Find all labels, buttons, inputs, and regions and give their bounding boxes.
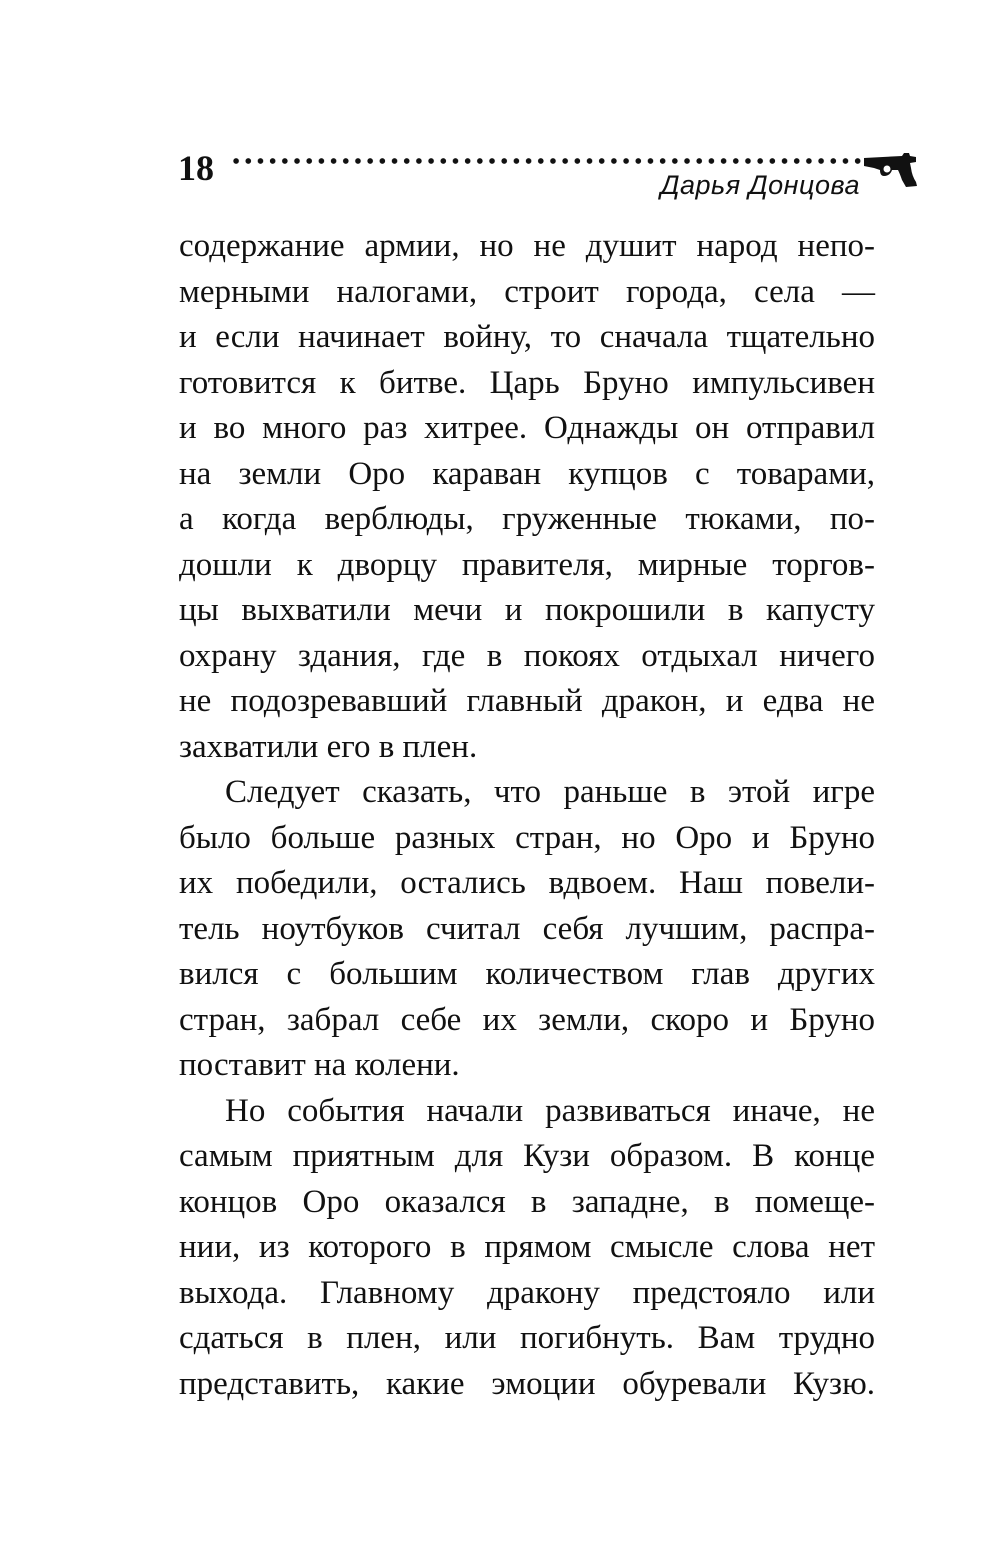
dotted-leader [230,155,870,167]
text-line: стран, забрал себе их земли, скоро и Бруно [179,1001,875,1038]
paragraph [179,1089,875,1408]
text-line: было больше разных стран, но Оро и Бруно [179,819,875,856]
paragraph [179,770,875,1089]
text-line: Но события начали развиваться иначе, не [225,1092,875,1129]
text-line: охрану здания, где в покоях отдыхал ничего [179,637,875,674]
text-line: на земли Оро караван купцов с товарами, [179,455,875,492]
text-line: мерными налогами, строит города, села — [179,273,875,310]
revolver-icon [862,150,918,188]
book-text [179,224,875,1407]
text-line: концов Оро оказался в западне, в помеще- [179,1183,875,1220]
text-line: цы выхватили мечи и покрошили в капусту [179,592,875,628]
text-line: вился с большим количеством глав других [179,956,875,992]
text-line: представить, какие эмоции обуревали Кузю. [179,1365,875,1402]
text-line: нии, из которого в прямом смысле слова нет [179,1229,875,1265]
text-line: их победили, остались вдвоем. Наш повели- [179,865,875,901]
paragraph [179,224,875,770]
text-line: сдаться в плен, или погибнуть. Вам трудно [179,1320,875,1356]
text-line: поставит на колени. [179,1047,460,1083]
text-line: самым приятным для Кузи образом. В конце [179,1138,875,1174]
text-line: дошли к дворцу правителя, мирные торгов- [179,546,875,583]
text-line: не подозревавший главный дракон, и едва не [179,683,875,719]
page-number: 18 [178,148,214,188]
author-name: Дарья Донцова [660,170,860,200]
text-line: выхода. Главному дракону предстояло или [179,1274,875,1311]
text-line: а когда верблюды, груженные тюками, по- [179,501,875,537]
text-line: Следует сказать, что раньше в этой игре [225,774,875,810]
text-line: тель ноутбуков считал себя лучшим, распра- [179,910,875,947]
text-line: и если начинает войну, то сначала тщательно [179,319,875,355]
text-line: содержание армии, но не душит народ непо- [179,228,875,264]
text-line: захватили его в плен. [179,728,478,765]
running-header [178,148,918,208]
text-line: и во много раз хитрее. Однажды он отправил [179,410,875,446]
text-line: готовится к битве. Царь Бруно импульсивен [179,364,875,401]
